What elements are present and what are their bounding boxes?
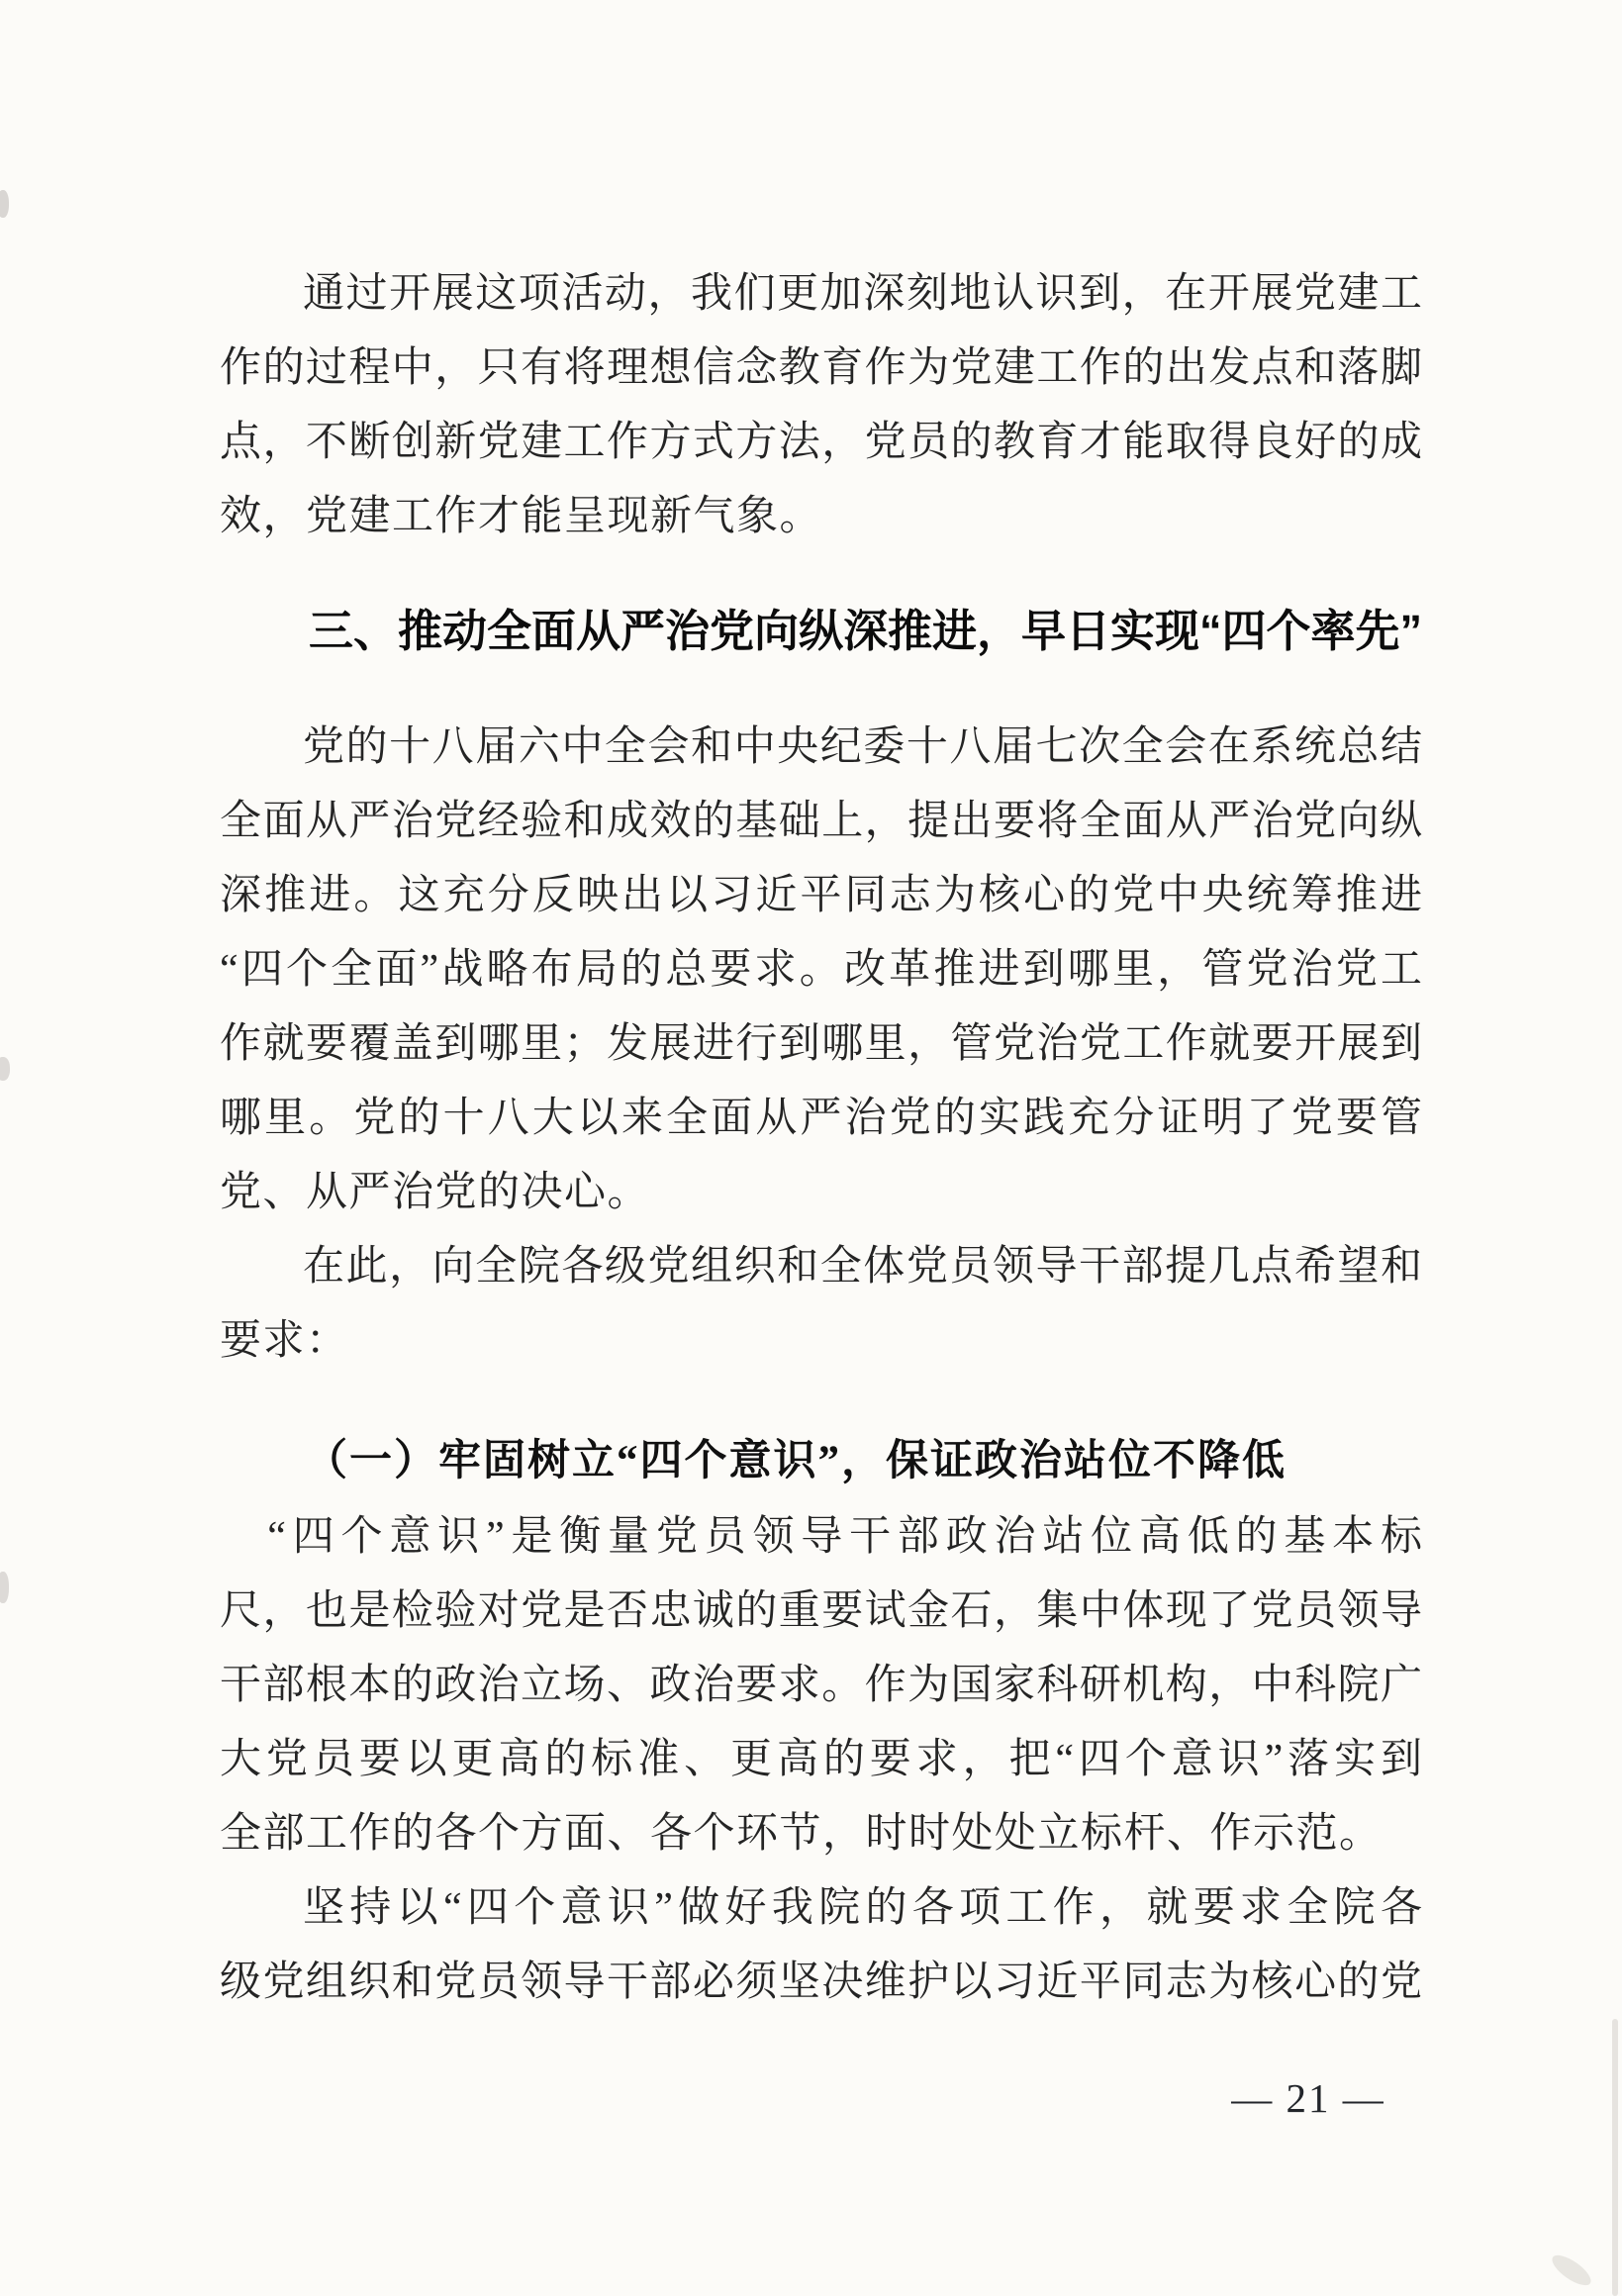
body-line: 坚持以“四个意识”做好我院的各项工作，就要求全院各 <box>303 1885 1422 1931</box>
body-line: 作的过程中，只有将理想信念教育作为党建工作的出发点和落脚 <box>220 345 1422 391</box>
body-line: 点，不断创新党建工作方式方法，党员的教育才能取得良好的成 <box>220 420 1422 465</box>
paragraph <box>220 1500 1422 1871</box>
paragraph <box>220 1230 1422 1379</box>
body-line: 哪里。党的十八大以来全面从严治党的实践充分证明了党要管 <box>220 1096 1422 1141</box>
sub-heading: （一）牢固树立“四个意识”，保证政治站位不降低 <box>305 1438 1287 1484</box>
body-line: 干部根本的政治立场、政治要求。作为国家科研机构，中科院广 <box>220 1663 1422 1708</box>
body-line: 党的十八届六中全会和中央纪委十八届七次全会在系统总结 <box>303 724 1422 770</box>
body-line: 作就要覆盖到哪里；发展进行到哪里，管党治党工作就要开展到 <box>220 1021 1422 1067</box>
body-line: 在此，向全院各级党组织和全体党员领导干部提几点希望和 <box>303 1244 1422 1290</box>
page-number: — 21 — <box>1231 2075 1385 2121</box>
body-line: 效，党建工作才能呈现新气象。 <box>220 494 823 539</box>
body-line: “四个全面”战略布局的总要求。改革推进到哪里，管党治党工 <box>220 947 1422 993</box>
scan-smudge <box>1548 2249 1595 2290</box>
scan-smudge <box>0 1572 9 1603</box>
scan-smudge <box>0 1057 10 1081</box>
document-body <box>220 257 1422 2020</box>
body-line: 深推进。这充分反映出以习近平同志为核心的党中央统筹推进 <box>220 873 1422 918</box>
body-line: 要求： <box>220 1318 349 1364</box>
body-line: 通过开展这项活动，我们更加深刻地认识到，在开展党建工 <box>303 271 1422 317</box>
body-line: 党、从严治党的决心。 <box>220 1170 651 1215</box>
scan-edge-streak <box>1612 2019 1618 2296</box>
scan-smudge <box>0 190 9 218</box>
body-line: “四个意识”是衡量党员领导干部政治站位高低的基本标 <box>267 1514 1422 1560</box>
body-line: 大党员要以更高的标准、更高的要求，把“四个意识”落实到 <box>220 1737 1422 1782</box>
body-line: 全面从严治党经验和成效的基础上，提出要将全面从严治党向纵 <box>220 799 1422 844</box>
paragraph <box>220 1871 1422 2020</box>
paragraph <box>220 711 1422 1230</box>
body-line: 全部工作的各个方面、各个环节，时时处处立标杆、作示范。 <box>220 1811 1383 1857</box>
body-line: 尺，也是检验对党是否忠诚的重要试金石，集中体现了党员领导 <box>220 1588 1422 1634</box>
paragraph <box>220 257 1422 554</box>
body-line: 级党组织和党员领导干部必须坚决维护以习近平同志为核心的党 <box>220 1960 1422 2005</box>
section-heading: 三、推动全面从严治党向纵深推进，早日实现“四个率先” <box>309 606 1423 656</box>
